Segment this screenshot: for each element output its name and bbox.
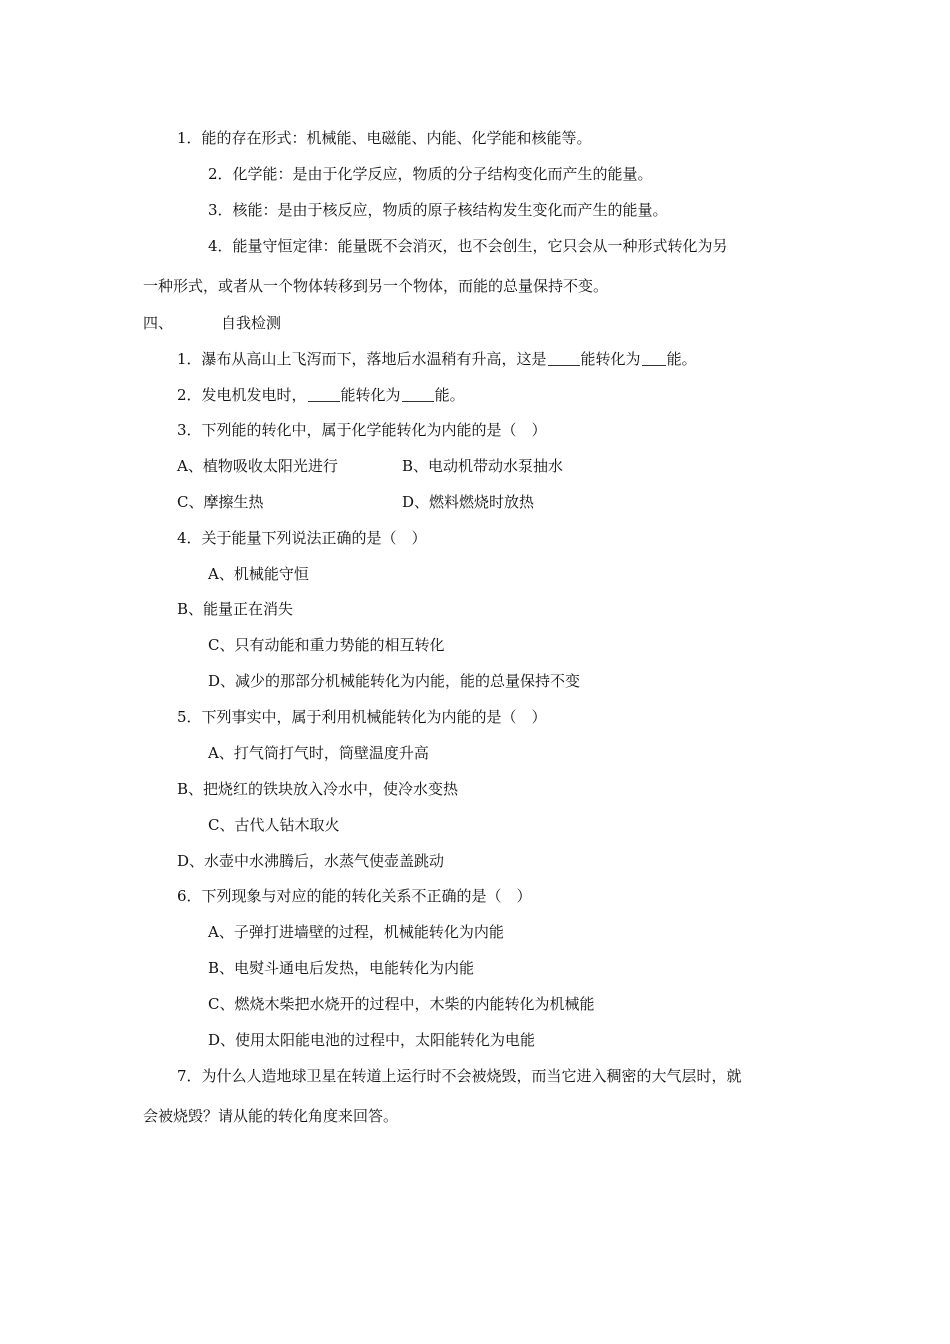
question-4-option-b: B、能量正在消失 — [177, 600, 294, 618]
question-5-option-c: C、古代人钻木取火 — [208, 816, 340, 834]
question-5-option-b: B、把烧红的铁块放入冷水中，使冷水变热 — [177, 780, 459, 798]
question-6-option-a: A、子弹打进墙壁的过程，机械能转化为内能 — [208, 923, 504, 941]
question-6-stem: 6．下列现象与对应的能的转化关系不正确的是（ ） — [177, 887, 532, 905]
question-5-stem: 5．下列事实中，属于利用机械能转化为内能的是（ ） — [177, 708, 547, 726]
question-1-text-a: 1．瀑布从高山上飞泻而下，落地后水温稍有升高，这是 — [177, 350, 547, 368]
question-3-option-c: C、摩擦生热 — [177, 493, 264, 511]
question-3-option-d: D、燃料燃烧时放热 — [402, 493, 535, 511]
section-number: 四、 — [143, 314, 174, 332]
question-6-option-b: B、电熨斗通电后发热，电能转化为内能 — [208, 959, 475, 977]
energy-conservation-item-line2: 一种形式，或者从一个物体转移到另一个物体，而能的总量保持不变。 — [143, 277, 609, 295]
question-1-text-c: 能。 — [666, 350, 697, 368]
answer-blank[interactable] — [548, 355, 580, 366]
question-1 — [177, 349, 697, 369]
question-3-stem: 3．下列能的转化中，属于化学能转化为内能的是（ ） — [177, 421, 547, 439]
question-2-text-b: 能转化为 — [340, 386, 401, 404]
section-heading — [143, 313, 281, 333]
question-2-text-c: 能。 — [434, 386, 465, 404]
answer-blank[interactable] — [642, 355, 666, 366]
question-6-option-c: C、燃烧木柴把水烧开的过程中，木柴的内能转化为机械能 — [208, 995, 595, 1013]
question-4-option-d: D、减少的那部分机械能转化为内能，能的总量保持不变 — [208, 672, 581, 690]
question-2-text-a: 2．发电机发电时， — [177, 386, 307, 404]
question-6-option-d: D、使用太阳能电池的过程中，太阳能转化为电能 — [208, 1031, 536, 1049]
question-3-option-b: B、电动机带动水泵抽水 — [402, 457, 564, 475]
answer-blank[interactable] — [308, 391, 340, 402]
question-7-line2: 会被烧毁？请从能的转化角度来回答。 — [143, 1107, 399, 1125]
question-5-option-d: D、水壶中水沸腾后，水蒸气使壶盖跳动 — [177, 852, 445, 870]
energy-conservation-item-line1: 4．能量守恒定律：能量既不会消灭，也不会创生，它只会从一种形式转化为另 — [208, 237, 728, 255]
answer-blank[interactable] — [402, 391, 434, 402]
question-2 — [177, 385, 465, 405]
energy-forms-item: 1．能的存在形式：机械能、电磁能、内能、化学能和核能等。 — [177, 129, 592, 147]
nuclear-energy-item: 3．核能：是由于核反应，物质的原子核结构发生变化而产生的能量。 — [208, 201, 668, 219]
question-4-option-c: C、只有动能和重力势能的相互转化 — [208, 636, 445, 654]
question-3-option-a: A、植物吸收太阳光进行 — [177, 457, 338, 475]
question-7-line1: 7．为什么人造地球卫星在转道上运行时不会被烧毁，而当它进入稠密的大气层时，就 — [177, 1067, 742, 1085]
question-4-option-a: A、机械能守恒 — [208, 565, 309, 583]
question-4-stem: 4．关于能量下列说法正确的是（ ） — [177, 529, 427, 547]
question-5-option-a: A、打气筒打气时，筒壁温度升高 — [208, 744, 429, 762]
chemical-energy-item: 2．化学能：是由于化学反应，物质的分子结构变化而产生的能量。 — [208, 165, 653, 183]
question-1-text-b: 能转化为 — [580, 350, 641, 368]
section-title: 自我检测 — [221, 314, 282, 332]
